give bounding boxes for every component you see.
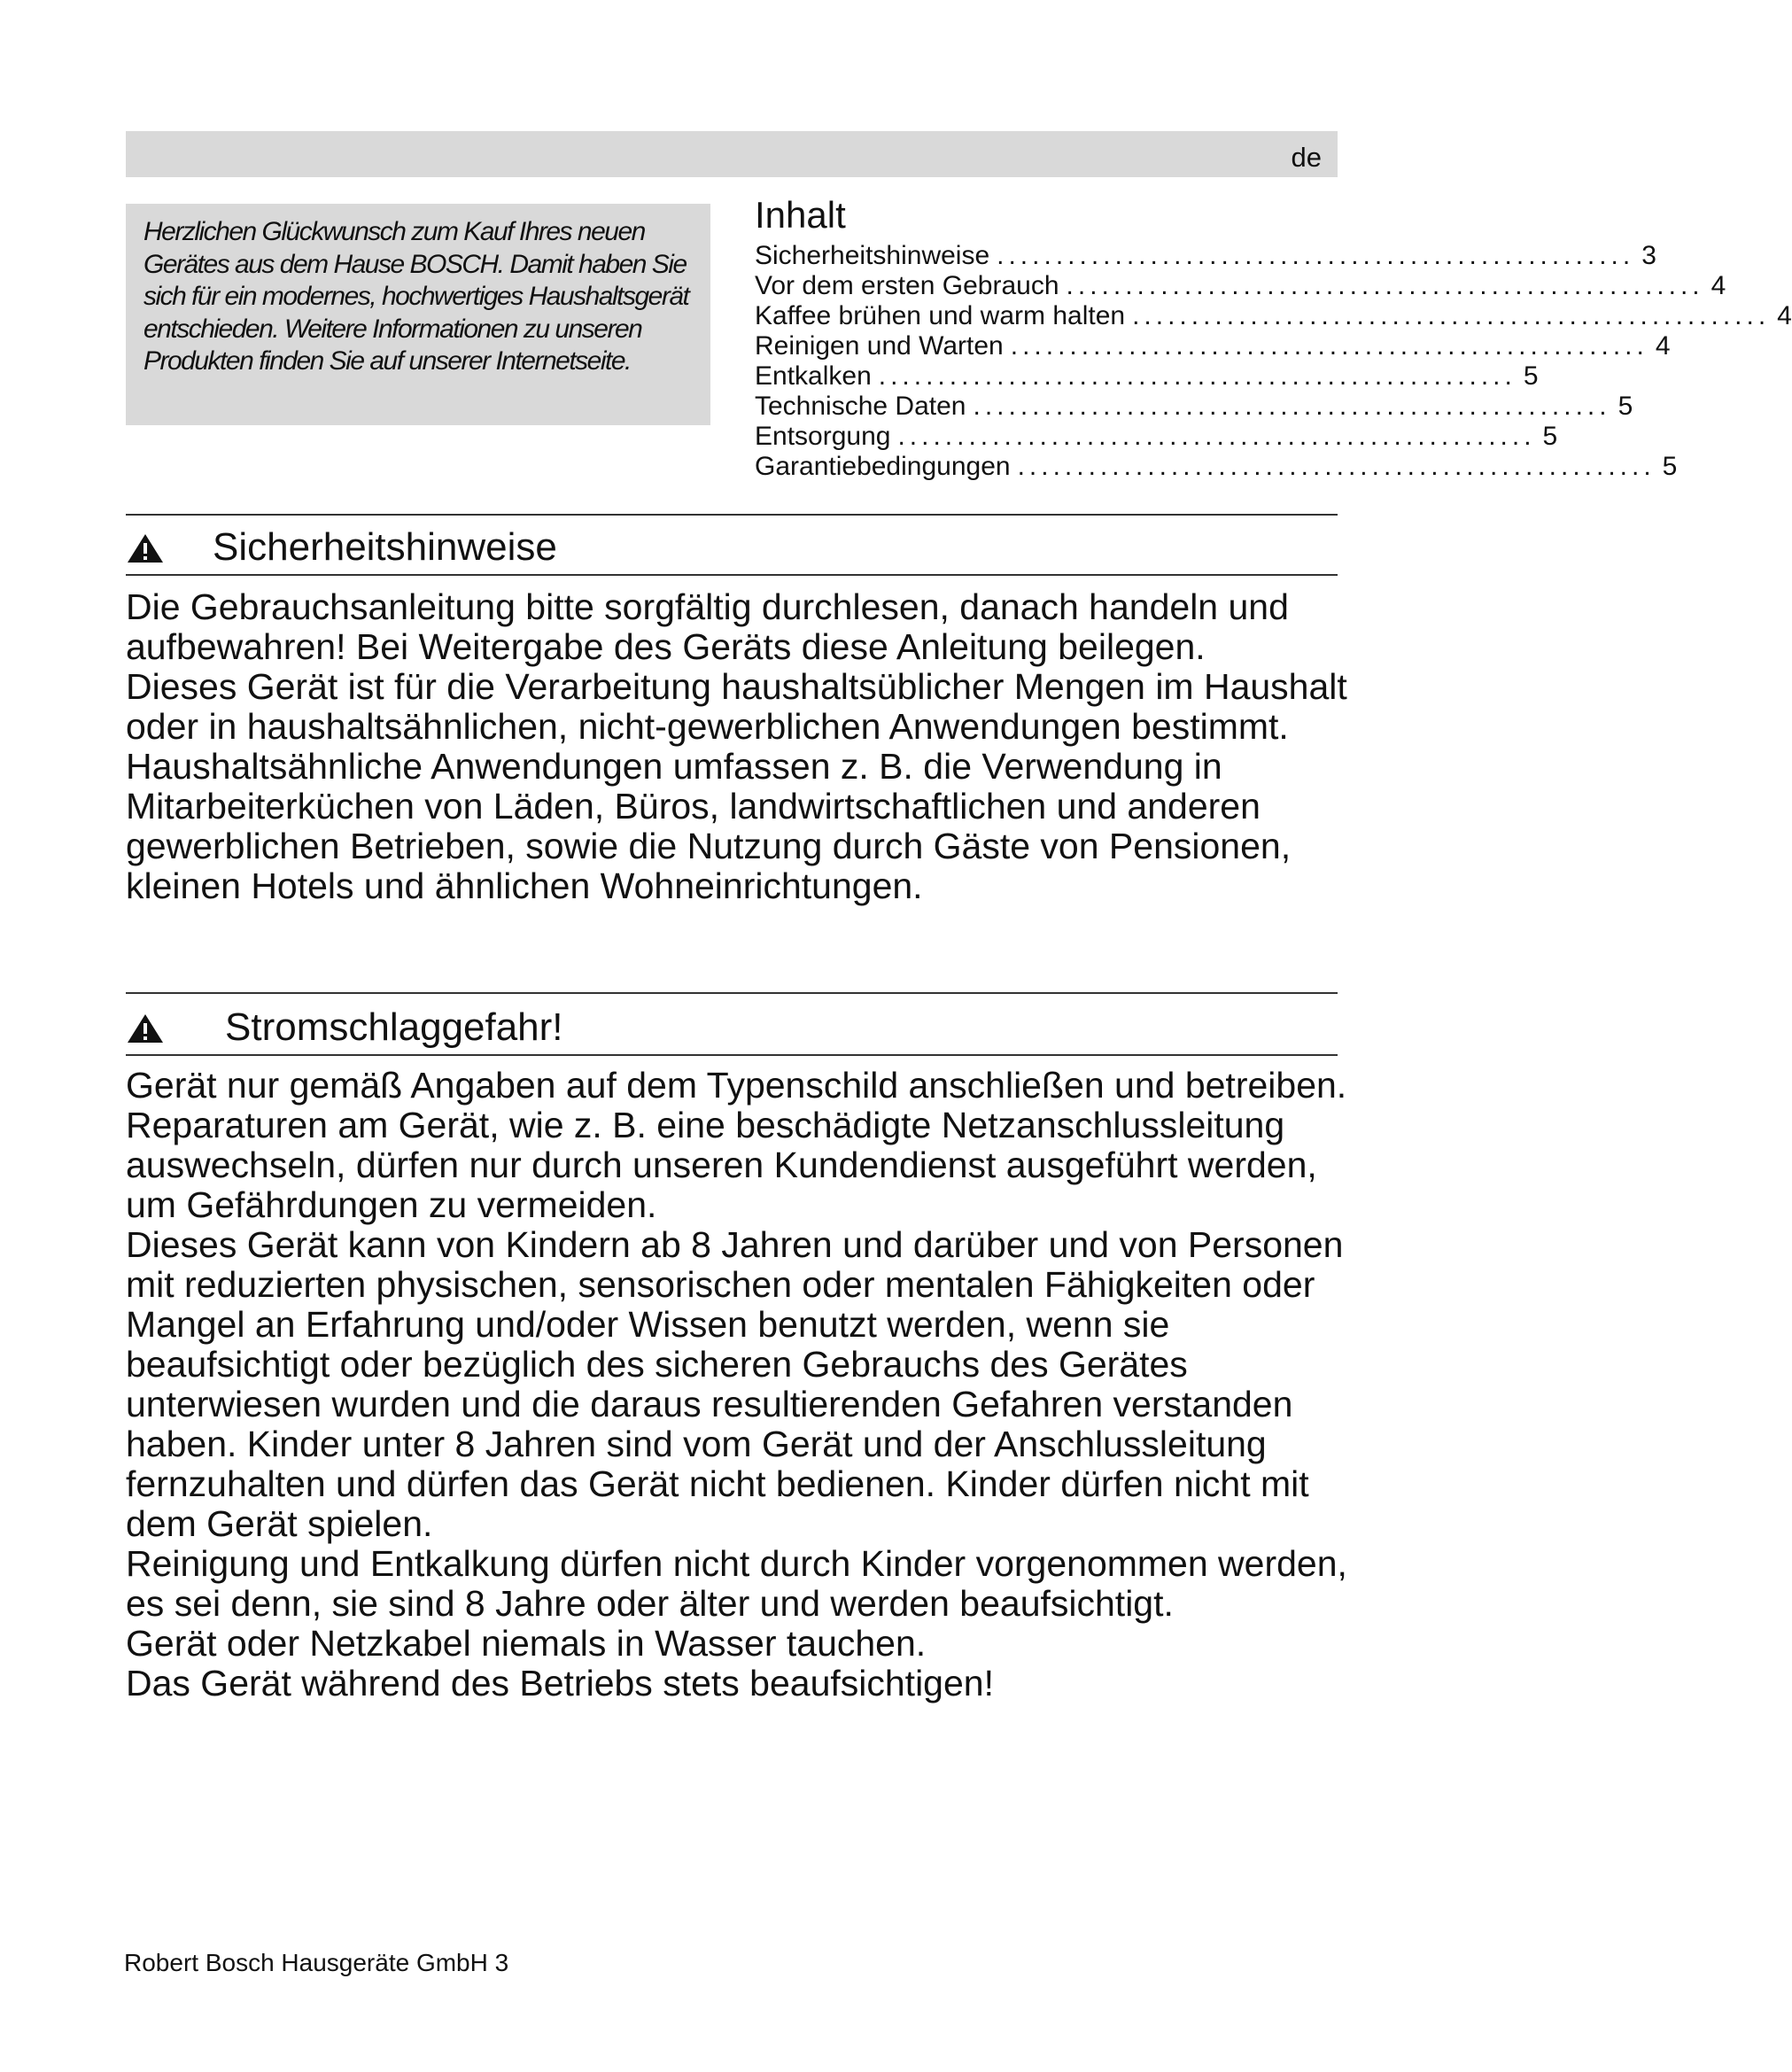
- toc-item-page: 5: [1542, 422, 1558, 451]
- toc-leader-dots: ......................................................: [1132, 301, 1771, 330]
- section-heading-safety: [126, 521, 1338, 574]
- toc-item-page: 5: [1662, 452, 1678, 481]
- toc-item-label: Garantiebedingungen: [755, 452, 1011, 481]
- toc-item-page: 5: [1617, 392, 1633, 421]
- toc-item-page: 3: [1641, 241, 1656, 270]
- section-heading-electric-shock: [126, 1001, 1338, 1054]
- table-of-contents: [755, 193, 1792, 482]
- intro-text: Herzlichen Glückwunsch zum Kauf Ihres neuen Gerätes aus dem Hause BOSCH. Damit haben Sie sich für ein modernes, hochwertiges Haushaltsgerät entschieden. Weitere Informationen zu unseren Produkten finden Sie auf unserer Internetseite.: [144, 217, 689, 376]
- toc-leader-dots: ......................................................: [897, 422, 1536, 451]
- language-code: de: [1291, 142, 1322, 173]
- toc-item[interactable]: [755, 452, 1678, 482]
- toc-item-label: Kaffee brühen und warm halten: [755, 301, 1126, 330]
- toc-leader-dots: ......................................................: [1010, 331, 1648, 361]
- toc-item-label: Reinigen und Warten: [755, 331, 1004, 361]
- toc-item[interactable]: [755, 361, 1539, 392]
- intro-box: [126, 204, 710, 425]
- toc-item-page: 4: [1777, 301, 1792, 330]
- toc-leader-dots: ......................................................: [878, 361, 1517, 391]
- toc-item[interactable]: [755, 241, 1656, 271]
- section-body-safety: [126, 587, 1348, 906]
- toc-item[interactable]: [755, 392, 1633, 422]
- warning-triangle-icon: [126, 532, 165, 565]
- toc-item-label: Sicherheitshinweise: [755, 241, 990, 270]
- toc-item-label: Technische Daten: [755, 392, 966, 421]
- toc-item[interactable]: [755, 422, 1558, 452]
- toc-item-label: Vor dem ersten Gebrauch: [755, 271, 1059, 300]
- toc-item-page: 4: [1655, 331, 1671, 361]
- section-title: Sicherheitshinweise: [213, 525, 557, 569]
- toc-leader-dots: ......................................................: [973, 392, 1611, 421]
- toc-title: Inhalt: [755, 194, 846, 236]
- toc-leader-dots: ......................................................: [1017, 452, 1656, 481]
- paragraph: Reinigung und Entkalkung dürfen nicht durch Kinder vorgenommen werden, es sei denn, sie sind 8 Jahre oder älter und werden beaufsichtigt.: [126, 1543, 1347, 1624]
- section-divider: [126, 514, 1338, 516]
- toc-leader-dots: ......................................................: [1066, 271, 1704, 300]
- paragraph: Reparaturen am Gerät, wie z. B. eine beschädigte Netzanschlussleitung auswechseln, dürfen nur durch unseren Kundendienst ausgeführt werden, um Gefährdungen zu vermeiden.: [126, 1105, 1317, 1225]
- language-bar: [126, 131, 1338, 177]
- toc-item[interactable]: [755, 271, 1726, 301]
- section-divider: [126, 1054, 1338, 1056]
- section-divider: [126, 574, 1338, 576]
- toc-leader-dots: ......................................................: [997, 241, 1635, 270]
- section-body-electric-shock: [126, 1066, 1348, 1703]
- toc-item-page: 5: [1523, 361, 1539, 391]
- paragraph: Die Gebrauchsanleitung bitte sorgfältig durchlesen, danach handeln und aufbewahren! Bei Weitergabe des Geräts diese Anleitung beilegen.: [126, 586, 1289, 667]
- paragraph: Gerät oder Netzkabel niemals in Wasser tauchen.: [126, 1623, 927, 1664]
- page-footer: Robert Bosch Hausgeräte GmbH 3: [124, 1949, 509, 1976]
- toc-item-label: Entsorgung: [755, 422, 891, 451]
- toc-item-page: 4: [1711, 271, 1726, 300]
- paragraph: Dieses Gerät kann von Kindern ab 8 Jahren und darüber und von Personen mit reduzierten physischen, sensorischen oder mentalen Fähigkeiten oder Mangel an Erfahrung und/oder Wissen benutzt werden, wenn sie beaufsichtigt oder bezüglich des sicheren Gebrauchs des Gerätes unterwiesen wurden und die daraus resultierenden Gefahren verstanden haben. Kinder unter 8 Jahren sind vom Gerät und der Anschlussleitung fernzuhalten und dürfen das Gerät nicht bedienen. Kinder dürfen nicht mit dem Gerät spielen.: [126, 1224, 1344, 1544]
- paragraph: Dieses Gerät ist für die Verarbeitung haushaltsüblicher Mengen im Haushalt oder in haushaltsähnlichen, nicht-gewerblichen Anwendungen bestimmt. Haushaltsähnliche Anwendungen umfassen z. B. die Verwendung in Mitarbeiterküchen von Läden, Büros, landwirtschaftlichen und anderen gewerblichen Betrieben, sowie die Nutzung durch Gäste von Pensionen, kleinen Hotels und ähnlichen Wohneinrichtungen.: [126, 666, 1347, 906]
- toc-item-label: Entkalken: [755, 361, 872, 391]
- toc-item[interactable]: [755, 331, 1671, 361]
- toc-item[interactable]: [755, 301, 1792, 331]
- paragraph: Das Gerät während des Betriebs stets beaufsichtigen!: [126, 1663, 994, 1703]
- warning-triangle-icon: [126, 1012, 165, 1045]
- section-title: Stromschlaggefahr!: [225, 1005, 563, 1049]
- section-divider: [126, 992, 1338, 994]
- paragraph: Gerät nur gemäß Angaben auf dem Typenschild anschließen und betreiben.: [126, 1065, 1347, 1106]
